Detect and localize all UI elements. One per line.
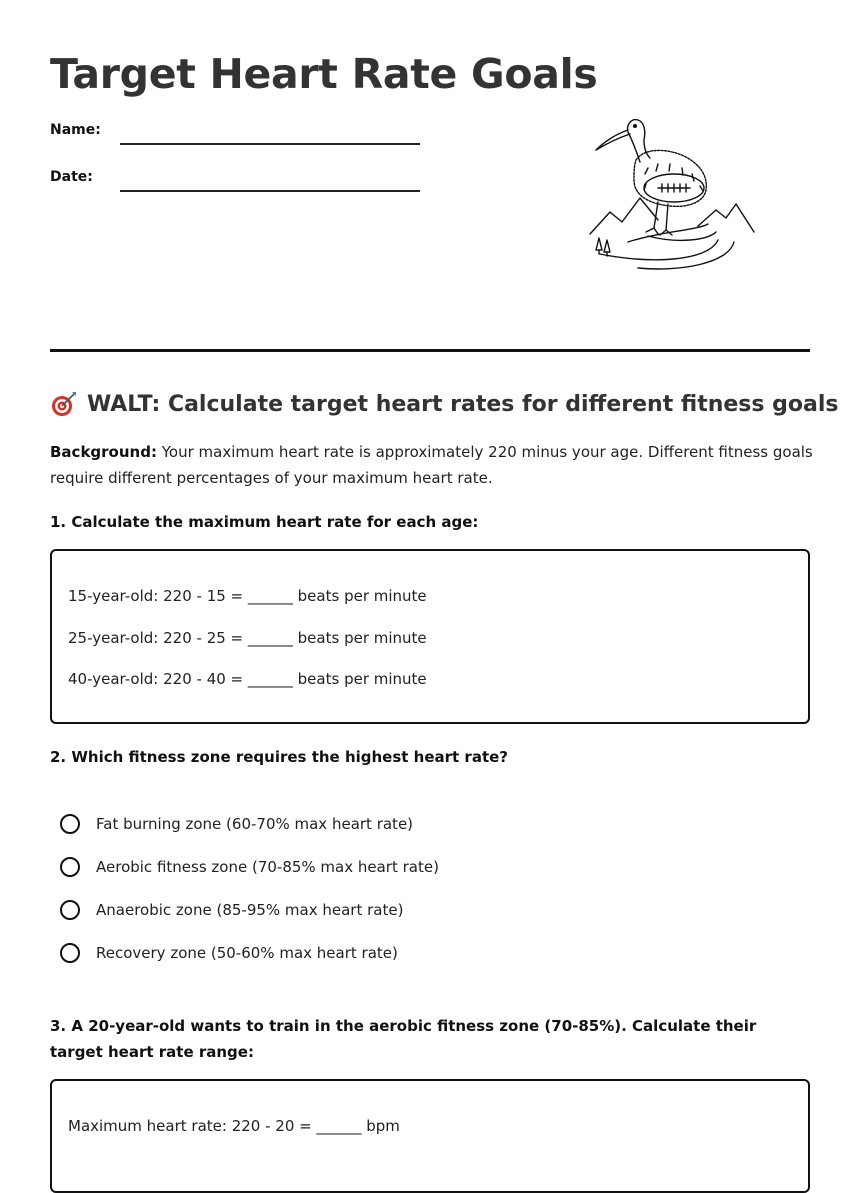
q2-option-4[interactable] <box>60 943 398 963</box>
radio-button[interactable] <box>60 857 80 877</box>
question-1-prompt: 1. Calculate the maximum heart rate for each age: <box>50 513 479 531</box>
q2-option-3-label: Anaerobic zone (85-95% max heart rate) <box>96 901 404 919</box>
target-dart-icon <box>50 390 78 418</box>
q1-line-3: 40-year-old: 220 - 40 = ______ beats per minute <box>68 670 427 688</box>
radio-button[interactable] <box>60 900 80 920</box>
radio-button[interactable] <box>60 814 80 834</box>
question-2-prompt: 2. Which fitness zone requires the highest heart rate? <box>50 748 508 766</box>
q2-option-4-label: Recovery zone (50-60% max heart rate) <box>96 944 398 962</box>
q1-line-1: 15-year-old: 220 - 15 = ______ beats per minute <box>68 587 427 605</box>
q2-option-3[interactable] <box>60 900 403 920</box>
background-text: Your maximum heart rate is approximately 220 minus your age. Different fitness goals require different percentages of your maximum heart rate. <box>50 443 813 487</box>
background-label: Background: <box>50 443 157 461</box>
q2-option-2[interactable] <box>60 857 439 877</box>
q2-option-2-label: Aerobic fitness zone (70-85% max heart rate) <box>96 858 439 876</box>
kiwi-rugby-illustration <box>588 114 758 274</box>
question-3-answer-box <box>50 1079 810 1193</box>
walt-heading <box>50 390 839 418</box>
q2-option-1[interactable] <box>60 814 413 834</box>
page-title: Target Heart Rate Goals <box>50 50 598 98</box>
section-divider <box>50 349 810 352</box>
date-label: Date: <box>50 169 93 185</box>
q2-option-1-label: Fat burning zone (60-70% max heart rate) <box>96 815 414 833</box>
walt-text: WALT: Calculate target heart rates for different fitness goals <box>87 391 839 417</box>
q1-line-2: 25-year-old: 220 - 25 = ______ beats per minute <box>68 629 427 647</box>
q3-line-1: Maximum heart rate: 220 - 20 = ______ bpm <box>68 1117 400 1135</box>
date-field[interactable] <box>120 190 420 192</box>
question-3-prompt: 3. A 20-year-old wants to train in the aerobic fitness zone (70-85%). Calculate their target heart rate range: <box>50 1017 757 1061</box>
name-label: Name: <box>50 122 101 138</box>
radio-button[interactable] <box>60 943 80 963</box>
background-paragraph <box>50 439 815 491</box>
question-1-answer-box <box>50 549 810 724</box>
name-field[interactable] <box>120 143 420 145</box>
